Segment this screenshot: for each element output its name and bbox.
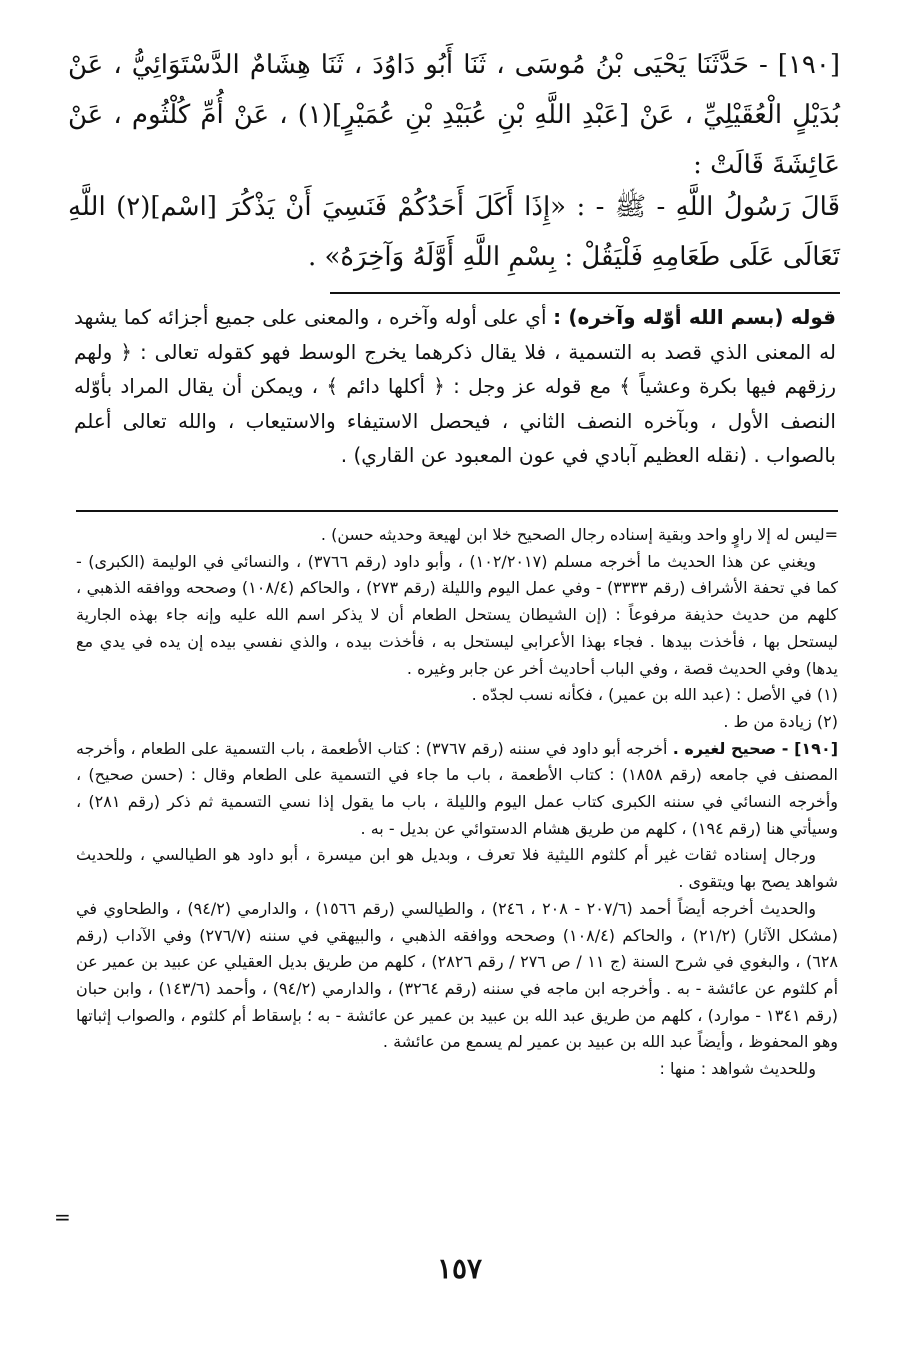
takhrij-paragraph-3: والحديث أخرجه أيضاً أحمد (٢٠٧/٦ - ٢٠٨ ، ٢٤٦) ، والطيالسي (رقم ١٥٦٦) ، والدارمي (٩٤/٢) ، والطحاوي في (مشكل الآثار) (٢١/٢) ، والحاكم (١٠٨/٤) وصححه ووافقه الذهبي ، والبيهقي في سننه (٢٧٦/٧) وفي الآداب (رقم ٦٢٨) ، والبغوي في شرح السنة (ج ١١ / ص ٢٧٦ / رقم ٢٨٢٦) ، كلهم من طريق بديل العقيلي عن عبيد بن عمير عن أم كلثوم عن عائشة - به . وأخرجه ابن ماجه في سننه (رقم ٣٢٦٤) ، والدارمي (٩٤/٢) ، وأحمد (١٤٣/٦) ، وابن حبان (رقم ١٣٤١ - موارد) ، كلهم من طريق عبد الله بن عبيد بن عمير عن عائشة - به ؛ بإسقاط أم كلثوم ، والصواب إثباتها وهو المحفوظ ، وأيضاً عبد الله بن عبيد بن عمير لم يسمع من عائشة . (76, 898, 839, 1052)
takhrij-heading: [١٩٠] - صحيح لغيره . (672, 738, 839, 758)
hadith-divider (330, 292, 840, 294)
commentary-paragraph (74, 300, 836, 473)
takhrij-paragraph-1 (76, 736, 838, 843)
takhrij-paragraph-2: ورجال إسناده ثقات غير أم كلثوم الليثية فلا تعرف ، وبديل هو ابن ميسرة ، أبو داود هو الطيالسي ، وللحديث شواهد يصح بها ويتقوى . (76, 845, 838, 892)
footnote-2: (٢) زيادة من ط . (723, 711, 838, 731)
hadith-matn: قَالَ رَسُولُ اللَّهِ - ﷺ - : «إِذَا أَكَلَ أَحَدُكُمْ فَنَسِيَ أَنْ يَذْكُرَ [اسْم](٢) اللَّهِ تَعَالَى عَلَى طَعَامِهِ فَلْيَقُلْ : بِسْمِ اللَّهِ أَوَّلَهُ وَآخِرَهُ» . (68, 192, 840, 272)
takhrij-text-1: أخرجه أبو داود في سننه (رقم ٣٧٦٧) : كتاب الأطعمة ، باب التسمية على الطعام ، وأخرجه المصنف في جامعه (رقم ١٨٥٨) : كتاب الأطعمة ، باب ما جاء في التسمية على الطعام وقال : (حسن صحيح) ، وأخرجه النسائي في سننه الكبرى كتاب عمل اليوم والليلة ، باب ما يقول إذا نسي التسمية ثم ذكر (رقم ٢٨١) ، وسيأتي هنا (رقم ١٩٤) ، كلهم من طريق هشام الدستوائي عن بديل - به . (76, 738, 839, 838)
hadith-isnad-block (68, 40, 840, 190)
commentary-lead: قوله (بسم الله أوّله وآخره) : (553, 305, 837, 329)
hadith-isnad: [١٩٠] - حَدَّثَنَا يَحْيَى بْنُ مُوسَى ، ثَنَا أَبُو دَاوُدَ ، ثَنَا هِشَامٌ الدَّسْتَوَائِيُّ ، عَنْ بُدَيْلٍ الْعُقَيْلِيِّ ، عَنْ [عَبْدِ اللَّهِ بْنِ عُبَيْدِ بْنِ عُمَيْرٍ](١) ، عَنْ أُمِّ كُلْثُوم ، عَنْ عَائِشَةَ قَالَتْ : (68, 50, 840, 180)
commentary-text: أي على أوله وآخره ، والمعنى على جميع أجزائه كما يشهد له المعنى الذي قصد به التسمية ، فلا يقال ذكرهما يخرج الوسط فهو كقوله تعالى : ﴿ ولهم رزقهم فيها بكرة وعشياً ﴾ مع قوله عز وجل : ﴿ أكلها دائم ﴾ ، ويمكن أن يقال المراد بأوّله النصف الأول ، وبآخره النصف الثاني ، فيحصل الاستيفاء والاستيعاب ، والله تعالى أعلم بالصواب . (نقله العظيم آبادي في عون المعبود عن القاري) . (74, 305, 836, 467)
footnotes-block (76, 522, 838, 1083)
hadith-matn-block (68, 182, 840, 282)
commentary-block (74, 300, 836, 473)
takhrij-paragraph-4: وللحديث شواهد : منها : (659, 1059, 816, 1079)
continuation-mark: = (54, 1205, 71, 1229)
footnote-continued-paragraph: ويغني عن هذا الحديث ما أخرجه مسلم (١٠٢/٢٠١٧) ، وأبو داود (رقم ٣٧٦٦) ، والنسائي في الوليمة (الكبرى) - كما في تحفة الأشراف (رقم ٣٣٣٣) - وفي عمل اليوم والليلة (رقم ٢٧٣) ، والحاكم (١٠٨/٤) وصححه ووافقه الذهبي ، كلهم من حديث حذيفة مرفوعاً : (إن الشيطان يستحل الطعام أن لا يذكر اسم الله عليه وإنه جاء بهذه الجارية ليستحل بها ، فأخذت بيدها . فجاء بهذا الأعرابي ليستحل به ، فأخذت بيده ، والذي نفسي بيده إن يده في يدي مع يدها) وفي الحديث قصة ، وفي الباب أحاديث أخر عن جابر وغيره . (76, 551, 839, 678)
footnote-continued: =ليس له إلا راوٍ واحد وبقية إسناده رجال الصحيح خلا ابن لهيعة وحديثه حسن) . (320, 525, 838, 544)
page-number: ١٥٧ (436, 1252, 483, 1285)
footnote-divider (76, 510, 838, 512)
footnote-1: (١) في الأصل : (عبد الله بن عمير) ، فكأنه نسب لجدّه . (471, 685, 838, 705)
